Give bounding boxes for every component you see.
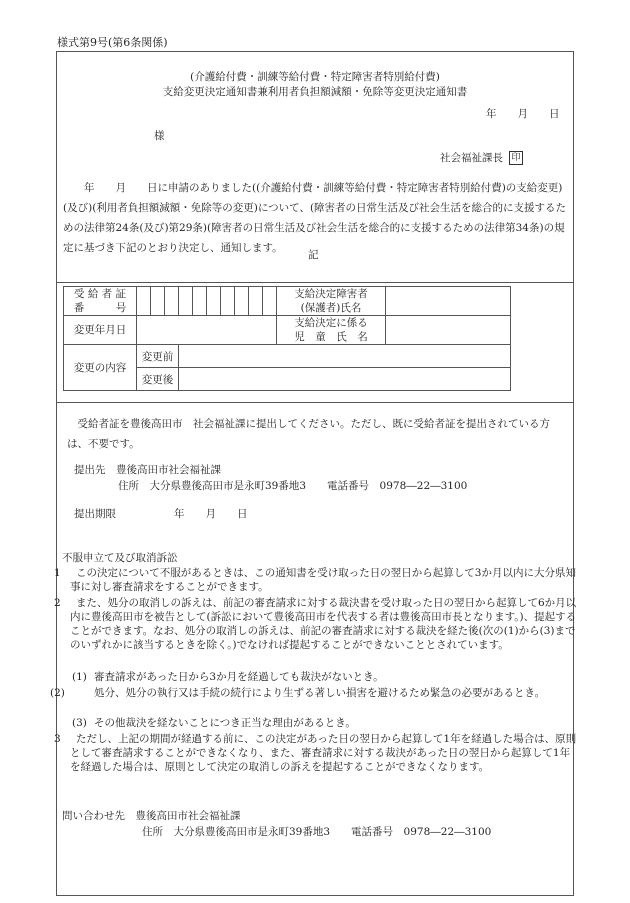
recipient-no-box-9[interactable] <box>249 287 263 316</box>
before-label: 変更前 <box>137 345 179 368</box>
after-field[interactable] <box>179 368 511 391</box>
submit-address: 大分県豊後高田市是永町39番地3 <box>149 480 307 492</box>
change-date-label: 変更年月日 <box>64 316 137 345</box>
decided-person-label: 支給決定障害者 (保護者)氏名 <box>277 287 386 316</box>
change-date-field[interactable] <box>137 316 277 345</box>
addressee-suffix: 様 <box>154 130 165 142</box>
title-line2: 支給変更決定通知書兼利用者負担額減額・免除等変更決定通知書 <box>162 86 468 98</box>
submit-notice: 受給者証を豊後高田市 社会福祉課に提出してください。ただし、既に受給者証を提出されている方は、不要です。 <box>67 418 550 450</box>
change-table <box>63 286 511 391</box>
seal-mark: 印 <box>509 151 523 165</box>
title-line1: (介護給付費・訓練等給付費・特定障害者特別給付費) <box>190 71 440 83</box>
appeal-sub-1: (1) 審査請求があった日から3か月を経過しても裁決がないとき。 <box>72 671 384 683</box>
before-field[interactable] <box>179 345 511 368</box>
contact-label: 問い合わせ先 <box>62 810 125 822</box>
deadline-label: 提出期限 <box>74 508 116 520</box>
deadline-value: 年 月 日 <box>174 508 248 520</box>
issuer: 社会福祉課長 <box>440 152 503 164</box>
recipient-no-box-3[interactable] <box>165 287 179 316</box>
recipient-no-box-5[interactable] <box>193 287 207 316</box>
appeal-item-3: 3 ただし、上記の期間が経過する前に、この決定があった日の翌日から起算して1年を経過した場合は、原則として審査請求することができなくなり、また、審査請求に対する裁決があった日の翌日から起算して1年を経過した場合は、原則として決定の取消しの訴えを提起することができなくなります。 <box>54 733 577 773</box>
appeal-item-2: 2 また、処分の取消しの訴えは、前記の審査請求に対する裁決書を受け取った日の翌日から起算して6か月以内に豊後高田市を被告として(訴訟において豊後高田市を代表する者は豊後高田市長となります。)、提起することができます。なお、処分の取消しの訴えは、前記の審査請求に対する裁決を経た後(次の(1)から(3)までのいずれかに該当するときを除く。)でなければ提起することができないこととされています。 <box>54 597 577 651</box>
recipient-no-box-8[interactable] <box>235 287 249 316</box>
recipient-no-box-6[interactable] <box>207 287 221 316</box>
ki-mark: 記 <box>308 249 319 261</box>
submit-to-line <box>74 462 221 477</box>
contact-line <box>62 808 241 823</box>
recipient-no-box-2[interactable] <box>151 287 165 316</box>
recipient-no-box-1[interactable] <box>137 287 151 316</box>
recipient-no-box-10[interactable] <box>263 287 277 316</box>
contact-address: 大分県豊後高田市是永町39番地3 <box>173 826 331 838</box>
divider-middle <box>56 402 574 403</box>
submit-address-line: 住所 大分県豊後高田市是永町39番地3 電話番号 0978―22―3100 <box>118 480 468 492</box>
form-number: 様式第9号(第6条関係) <box>57 36 168 49</box>
divider-top <box>56 282 574 283</box>
change-content-label: 変更の内容 <box>64 345 137 391</box>
appeal-item-1: 1 この決定について不服があるときは、この通知書を受け取った日の翌日から起算して3か月以内に大分県知事に対し審査請求をすることができます。 <box>54 567 576 593</box>
recipient-no-box-4[interactable] <box>179 287 193 316</box>
decided-person-field[interactable] <box>386 287 511 316</box>
recipient-no-label: 受 給 者 証 番 号 <box>64 287 137 316</box>
appeal-sub-3: (3) その他裁決を経ないことにつき正当な理由があるとき。 <box>72 717 356 729</box>
submit-to-name: 豊後高田市社会福祉課 <box>116 464 221 476</box>
body-text: 年 月 日に申請のありました((介護給付費・訓練等給付費・特定障害者特別給付費)の支給変更)(及び)(利用者負担額減額・免除等の変更)について、(障害者の日常生活及び社会生活を総合的に支援するための法律第24条(及び)第29条)(障害者の日常生活及び社会生活を総合的に支援するための法律第34条)の規定に基づき下記のとおり決定し、通知します。 <box>63 182 567 254</box>
child-name-field[interactable] <box>386 316 511 345</box>
issuer-line <box>440 150 523 165</box>
appeal-heading: 不服申立て及び取消訴訟 <box>62 552 178 564</box>
date-line: 年 月 日 <box>486 108 560 120</box>
appeal-sub-2: (2) 処分、処分の執行又は手続の続行により生ずる著しい損害を避けるため緊急の必要があるとき。 <box>50 687 546 699</box>
child-label: 支給決定に係る 児 童 氏 名 <box>277 316 386 345</box>
submit-to-label: 提出先 <box>74 464 106 476</box>
after-label: 変更後 <box>137 368 179 391</box>
submit-phone: 0978―22―3100 <box>379 480 468 492</box>
contact-phone: 0978―22―3100 <box>403 826 492 838</box>
contact-address-line: 住所 大分県豊後高田市是永町39番地3 電話番号 0978―22―3100 <box>142 826 492 838</box>
contact-name: 豊後高田市社会福祉課 <box>135 810 241 822</box>
recipient-no-box-7[interactable] <box>221 287 235 316</box>
